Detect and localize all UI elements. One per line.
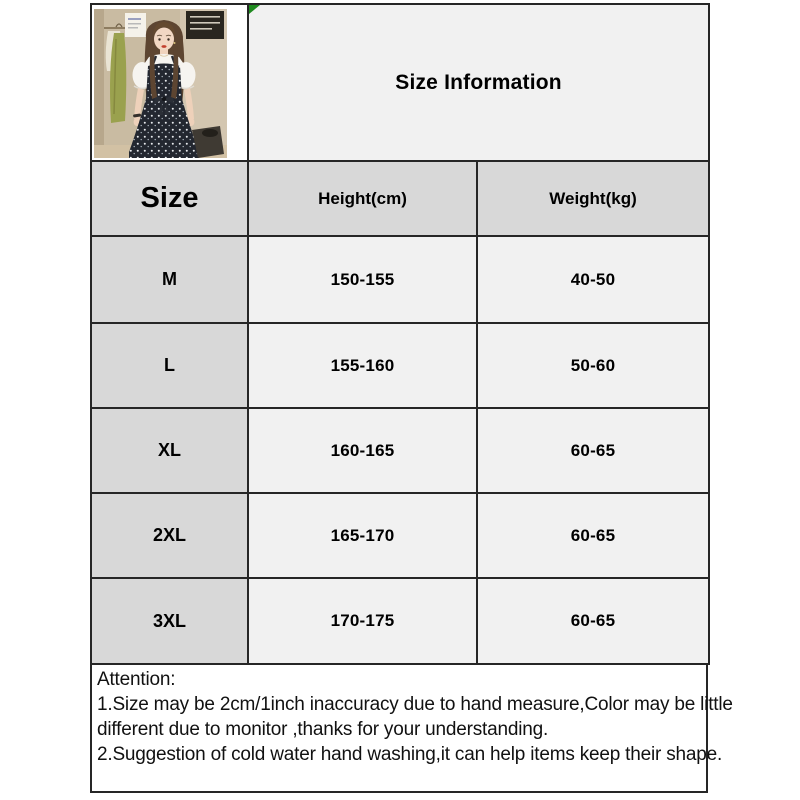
product-photo-cell — [91, 4, 248, 161]
column-header-size: Size — [91, 161, 248, 236]
height-value: 155-160 — [248, 323, 477, 408]
attention-heading: Attention: — [97, 669, 176, 690]
height-value: 160-165 — [248, 408, 477, 493]
column-header-weight: Weight(kg) — [477, 161, 709, 236]
table-row-xl — [91, 408, 709, 493]
green-dress — [110, 33, 126, 123]
weight-value: 60-65 — [477, 408, 709, 493]
table-row-l — [91, 323, 709, 408]
size-label: XL — [91, 408, 248, 493]
height-value: 170-175 — [248, 578, 477, 664]
table-row-3xl — [91, 578, 709, 664]
attention-line-1: 1.Size may be 2cm/1inch inaccuracy due to hand measure,Color may be little — [97, 694, 733, 715]
height-value: 150-155 — [248, 236, 477, 323]
height-value: 165-170 — [248, 493, 477, 578]
table-row-m — [91, 236, 709, 323]
table-header-row — [91, 161, 709, 236]
photo-title-row — [91, 4, 709, 161]
column-header-height: Height(cm) — [248, 161, 477, 236]
size-label: M — [91, 236, 248, 323]
size-label: L — [91, 323, 248, 408]
weight-value: 50-60 — [477, 323, 709, 408]
weight-value: 60-65 — [477, 493, 709, 578]
attention-note — [90, 663, 733, 793]
attention-line-2: different due to monitor ,thanks for your understanding. — [97, 719, 549, 740]
weight-value: 40-50 — [477, 236, 709, 323]
weight-value: 60-65 — [477, 578, 709, 664]
page-title: Size Information — [395, 70, 562, 94]
size-table — [90, 3, 710, 665]
green-corner-marker — [249, 5, 260, 14]
table-row-2xl — [91, 493, 709, 578]
title-cell — [248, 4, 709, 161]
wall-sign-right — [186, 11, 224, 39]
size-label: 2XL — [91, 493, 248, 578]
size-label: 3XL — [91, 578, 248, 664]
attention-line-3: 2.Suggestion of cold water hand washing,it can help items keep their shape. — [97, 744, 723, 765]
wall-sign-left — [125, 13, 146, 37]
model-photo — [94, 9, 227, 158]
